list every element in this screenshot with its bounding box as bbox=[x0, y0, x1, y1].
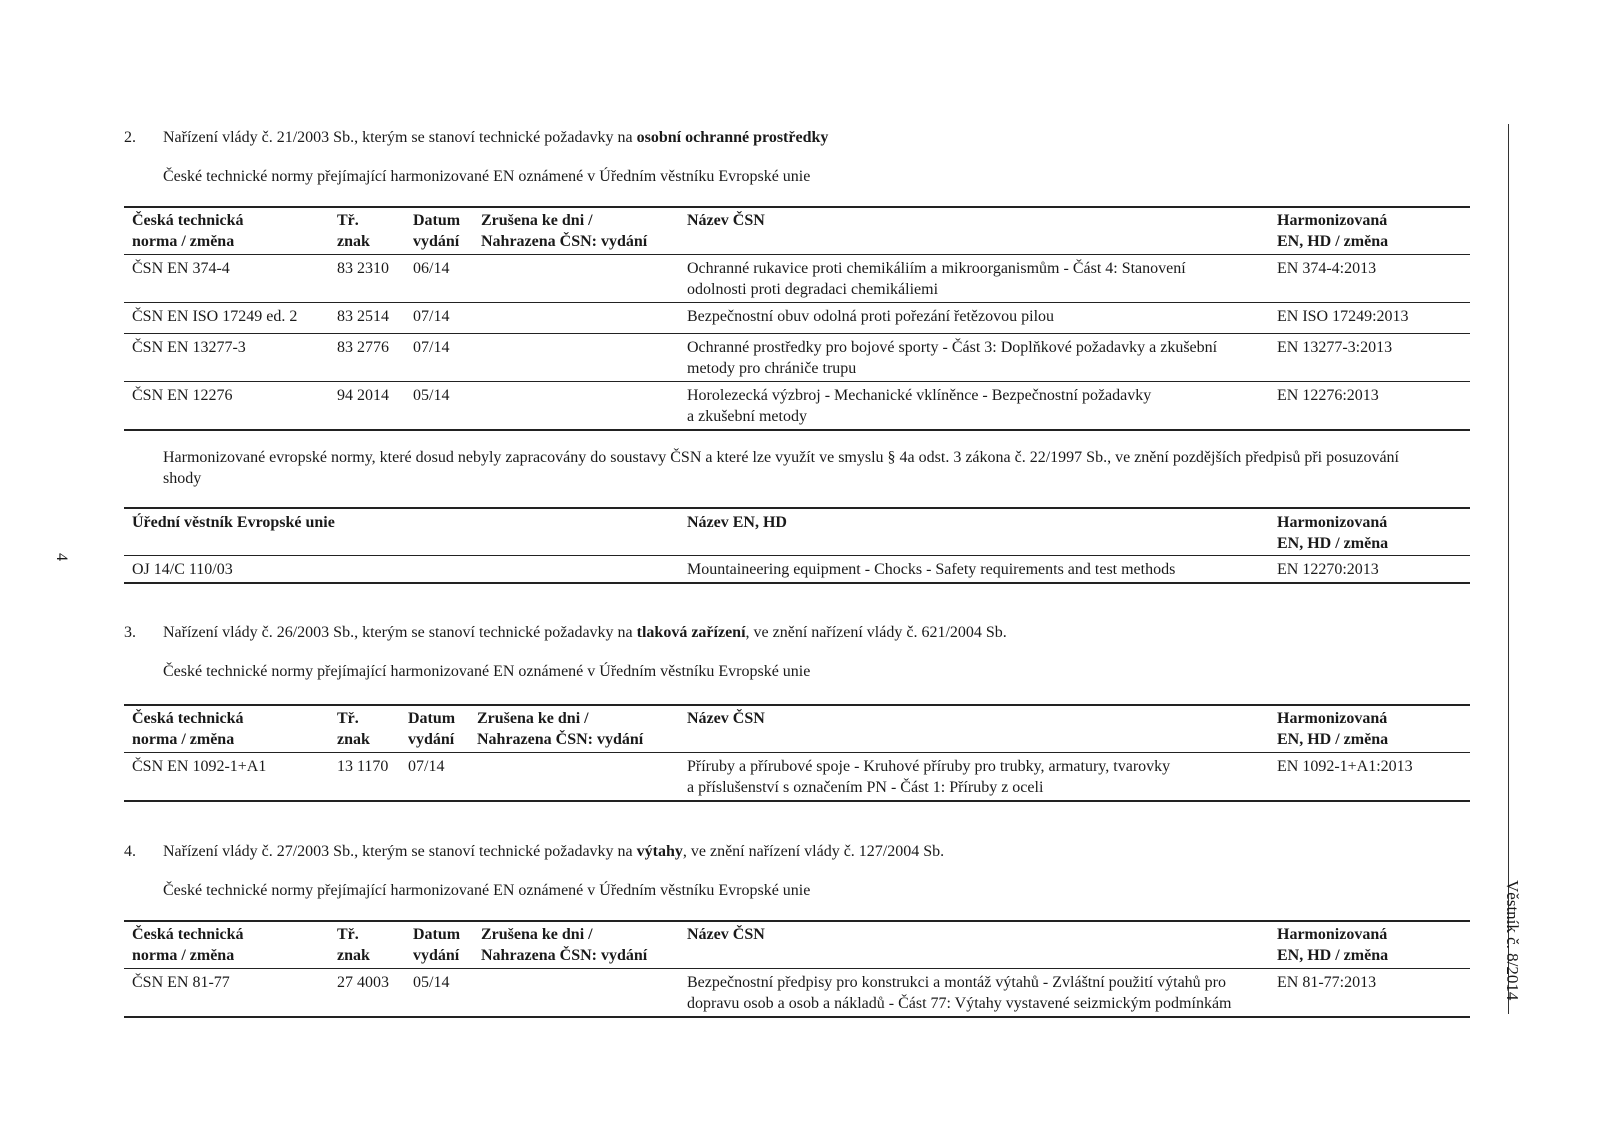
datum-cell: 07/14 bbox=[408, 758, 445, 775]
table-bottom-rule bbox=[124, 800, 1470, 802]
col-datum-header: Datum vydání bbox=[413, 212, 461, 250]
datum-cell: 07/14 bbox=[413, 308, 450, 325]
table-bottom-rule bbox=[124, 429, 1470, 431]
norma-cell: ČSN EN 13277-3 bbox=[132, 339, 246, 356]
datum-cell: 05/14 bbox=[413, 974, 450, 991]
col-nazev-header: Název ČSN bbox=[687, 926, 765, 943]
nazev-cell: Ochranné prostředky pro bojové sporty - Část 3: Doplňkové požadavky a zkušební metody pro chrániče trupu bbox=[687, 339, 1218, 377]
trida-cell: 94 2014 bbox=[337, 387, 389, 404]
nazev-cell: Ochranné rukavice proti chemikáliím a mikroorganismům - Část 4: Stanovení odolnosti proti degradaci chemikáliemi bbox=[687, 260, 1186, 298]
nazev-cell: Horolezecká výzbroj - Mechanické vklíněnce - Bezpečnostní požadavky a zkušební metody bbox=[687, 387, 1152, 425]
harm-cell: EN 12276:2013 bbox=[1277, 387, 1379, 404]
section-2-subheading: České technické normy přejímající harmonizované EN oznámené v Úředním věstníku Evropské unie bbox=[163, 168, 811, 185]
col-vestnik-header: Úřední věstník Evropské unie bbox=[132, 514, 335, 531]
norma-cell: ČSN EN 81-77 bbox=[132, 974, 230, 991]
table-rule bbox=[124, 555, 1470, 556]
section-3-heading: Nařízení vlády č. 26/2003 Sb., kterým se stanoví technické požadavky na tlaková zařízení, ve znění nařízení vlády č. 621/2004 Sb. bbox=[163, 624, 1007, 641]
table-rule bbox=[124, 752, 1470, 753]
col-trida-header: Tř. znak bbox=[337, 212, 370, 250]
datum-cell: 05/14 bbox=[413, 387, 450, 404]
norma-cell: ČSN EN 12276 bbox=[132, 387, 233, 404]
col-nazev-header: Název ČSN bbox=[687, 212, 765, 229]
trida-cell: 13 1170 bbox=[337, 758, 389, 775]
section-4-number: 4. bbox=[124, 843, 136, 860]
datum-cell: 07/14 bbox=[413, 339, 450, 356]
table-rule bbox=[124, 968, 1470, 969]
trida-cell: 83 2310 bbox=[337, 260, 389, 277]
col-zrusena-header: Zrušena ke dni / Nahrazena ČSN: vydání bbox=[477, 710, 644, 748]
norma-cell: ČSN EN 1092-1+A1 bbox=[132, 758, 267, 775]
table-top-rule bbox=[124, 704, 1470, 706]
table-rule bbox=[124, 333, 1470, 334]
section-2-note: Harmonizované evropské normy, které dosud nebyly zapracovány do soustavy ČSN a které lze využít ve smyslu § 4a odst. 3 zákona č. 22/1997 Sb., ve znění pozdějších předpisů při posuzování shody bbox=[163, 449, 1399, 487]
col-harm-header: Harmonizovaná EN, HD / změna bbox=[1277, 212, 1389, 250]
table-rule bbox=[124, 381, 1470, 382]
trida-cell: 83 2514 bbox=[337, 308, 389, 325]
section-4-subheading: České technické normy přejímající harmonizované EN oznámené v Úředním věstníku Evropské unie bbox=[163, 882, 811, 899]
nazev-cell: Bezpečnostní obuv odolná proti pořezání řetězovou pilou bbox=[687, 308, 1055, 325]
section-3-subheading: České technické normy přejímající harmonizované EN oznámené v Úředním věstníku Evropské unie bbox=[163, 663, 811, 680]
harm-cell: EN ISO 17249:2013 bbox=[1277, 308, 1409, 325]
harm-cell: EN 1092-1+A1:2013 bbox=[1277, 758, 1413, 775]
bulletin-caption: Věstník č. 8/2014 bbox=[1503, 880, 1522, 1001]
section-2-heading: Nařízení vlády č. 21/2003 Sb., kterým se stanoví technické požadavky na osobní ochranné prostředky bbox=[163, 129, 829, 146]
nazev-cell: Bezpečnostní předpisy pro konstrukci a montáž výtahů - Zvláštní použití výtahů pro dopravu osob a osob a nákladů - Část 77: Výtahy vystavené seizmickým podmínkám bbox=[687, 974, 1232, 1012]
col-harm-header: Harmonizovaná EN, HD / změna bbox=[1277, 926, 1389, 964]
vestnik-cell: OJ 14/C 110/03 bbox=[132, 561, 233, 578]
col-datum-header: Datum vydání bbox=[413, 926, 461, 964]
section-2-number: 2. bbox=[124, 129, 136, 146]
trida-cell: 83 2776 bbox=[337, 339, 389, 356]
col-harm-header: Harmonizovaná EN, HD / změna bbox=[1277, 514, 1389, 552]
col-norma-header: Česká technická norma / změna bbox=[132, 710, 244, 748]
col-norma-header: Česká technická norma / změna bbox=[132, 926, 244, 964]
harm-cell: EN 374-4:2013 bbox=[1277, 260, 1377, 277]
nazev-cell: Mountaineering equipment - Chocks - Safety requirements and test methods bbox=[687, 561, 1176, 578]
trida-cell: 27 4003 bbox=[337, 974, 389, 991]
datum-cell: 06/14 bbox=[413, 260, 450, 277]
col-nazev-en-header: Název EN, HD bbox=[687, 514, 787, 531]
norma-cell: ČSN EN ISO 17249 ed. 2 bbox=[132, 308, 298, 325]
page-number: 4 bbox=[53, 553, 70, 561]
table-top-rule bbox=[124, 206, 1470, 208]
harm-cell: EN 12270:2013 bbox=[1277, 561, 1379, 578]
table-top-rule bbox=[124, 920, 1470, 922]
col-harm-header: Harmonizovaná EN, HD / změna bbox=[1277, 710, 1389, 748]
col-datum-header: Datum vydání bbox=[408, 710, 456, 748]
table-rule bbox=[124, 254, 1470, 255]
norma-cell: ČSN EN 374-4 bbox=[132, 260, 230, 277]
table-rule bbox=[124, 302, 1470, 303]
table-top-rule bbox=[124, 507, 1470, 509]
harm-cell: EN 81-77:2013 bbox=[1277, 974, 1377, 991]
col-trida-header: Tř. znak bbox=[337, 926, 370, 964]
col-norma-header: Česká technická norma / změna bbox=[132, 212, 244, 250]
table-bottom-rule bbox=[124, 1016, 1470, 1018]
section-4-heading: Nařízení vlády č. 27/2003 Sb., kterým se stanoví technické požadavky na výtahy, ve znění nařízení vlády č. 127/2004 Sb. bbox=[163, 843, 945, 860]
col-nazev-header: Název ČSN bbox=[687, 710, 765, 727]
col-zrusena-header: Zrušena ke dni / Nahrazena ČSN: vydání bbox=[481, 212, 648, 250]
nazev-cell: Příruby a přírubové spoje - Kruhové příruby pro trubky, armatury, tvarovky a příslušenství s označením PN - Část 1: Příruby z oceli bbox=[687, 758, 1171, 796]
table-bottom-rule bbox=[124, 582, 1470, 584]
col-zrusena-header: Zrušena ke dni / Nahrazena ČSN: vydání bbox=[481, 926, 648, 964]
harm-cell: EN 13277-3:2013 bbox=[1277, 339, 1393, 356]
section-3-number: 3. bbox=[124, 624, 136, 641]
col-trida-header: Tř. znak bbox=[337, 710, 370, 748]
